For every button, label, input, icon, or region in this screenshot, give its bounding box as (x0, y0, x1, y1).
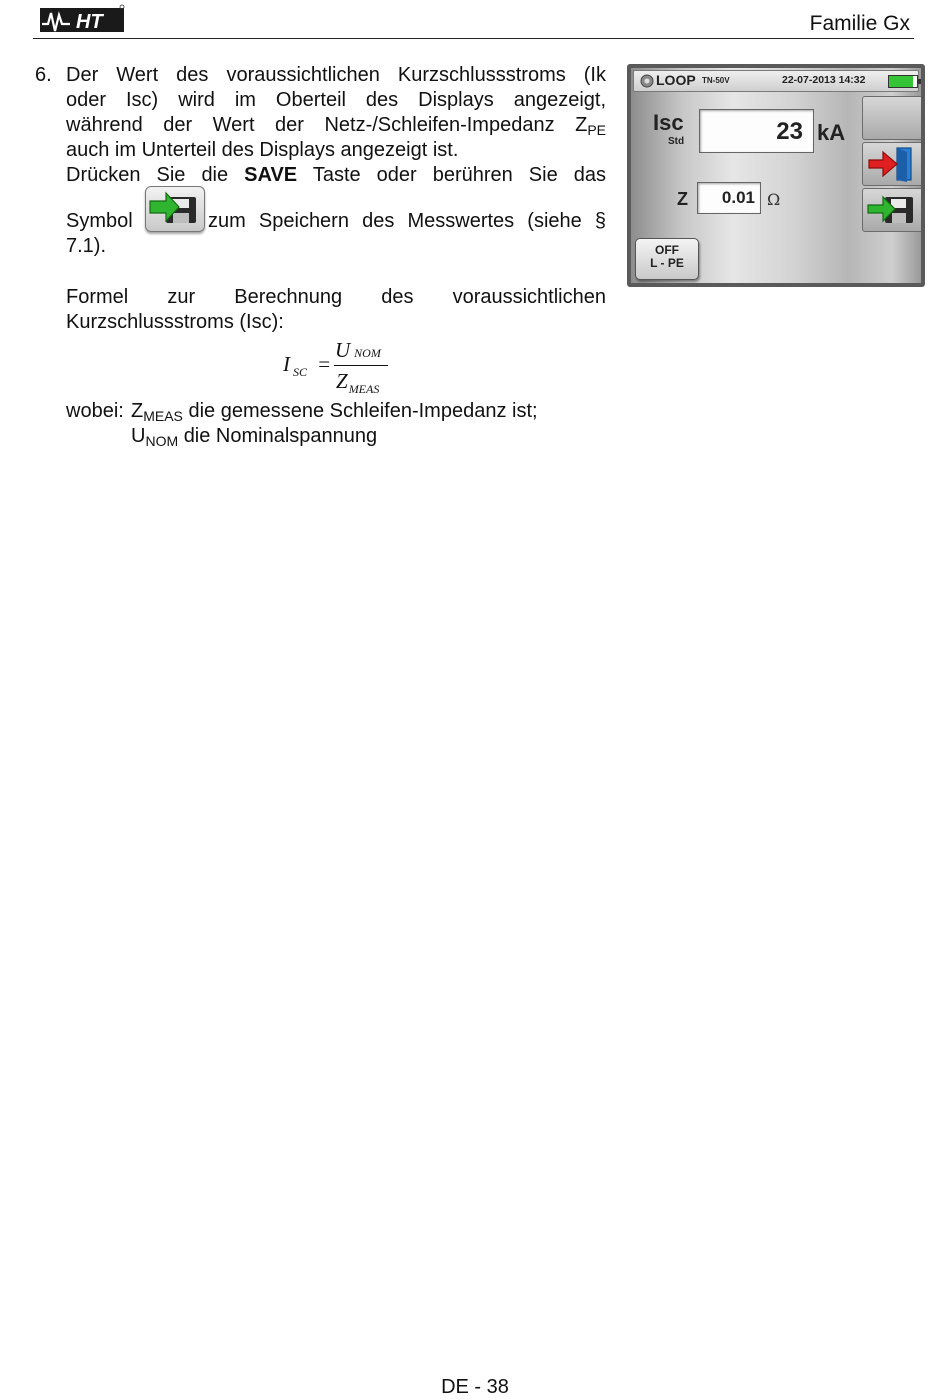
step-number: 6. (35, 64, 52, 86)
fraction-bar (334, 365, 388, 366)
step-text-part: Taste oder berühren Sie das (312, 164, 606, 186)
isc-label: Isc (653, 110, 684, 135)
save-button[interactable] (862, 188, 921, 232)
step-text-line: Der Wert des voraussichtlichen Kurzschlussstroms (Ik (66, 64, 606, 86)
off-label: OFF (655, 243, 679, 257)
save-icon (146, 187, 204, 231)
step-text-line: 7.1). (66, 235, 107, 257)
isc-unit: kA (817, 120, 846, 145)
denominator-var: Z (336, 369, 348, 393)
step-text-line: oder Isc) wird im Oberteil des Displays angezeigt, (66, 89, 606, 111)
exit-button[interactable] (862, 142, 921, 186)
device-screen (627, 64, 925, 287)
battery-fill (889, 76, 913, 87)
isc-value: 23 (776, 118, 803, 145)
formula-intro: Kurzschlussstroms (Isc): (66, 311, 284, 333)
isc-value-box (699, 109, 814, 153)
ht-logo (36, 4, 126, 34)
where-var: U (131, 425, 146, 447)
step-text-part: während der Wert der Netz-/Schleifen-Impedanz Z (66, 114, 588, 136)
where-text: die Nominalspannung (183, 425, 378, 447)
z-unit: Ω (767, 190, 781, 209)
z-value-box (697, 182, 761, 214)
formula-numerator (335, 338, 381, 363)
status-bar (633, 70, 919, 92)
formula-denominator (336, 369, 379, 394)
header-divider (33, 38, 914, 39)
exit-icon (863, 143, 921, 185)
formula-intro: Formel zur Berechnung des voraussichtlichen (66, 286, 606, 308)
z-value: 0.01 (721, 188, 755, 207)
formula-lhs (283, 352, 330, 377)
subscript-pe: PE (587, 122, 606, 138)
equals-sign: = (318, 352, 331, 376)
save-symbol-icon (145, 186, 205, 232)
battery-icon (888, 75, 918, 88)
step-text-line (66, 113, 606, 138)
save-key-label: SAVE (244, 164, 298, 186)
where-sub: NOM (145, 433, 179, 449)
where-text: die gemessene Schleifen-Impedanz ist; (188, 400, 538, 422)
where-var: Z (131, 400, 144, 422)
step-text-symbol: Symbol (66, 210, 133, 232)
ht-logo-icon (36, 4, 126, 34)
step-text-line: zum Speichern des Messwertes (siehe § (208, 210, 606, 232)
off-lpe-button[interactable] (635, 238, 699, 280)
logo-text: HT (76, 11, 103, 33)
where-line-2 (131, 424, 377, 449)
side-button-empty[interactable] (862, 96, 921, 140)
isc-sublabel: Std (668, 136, 685, 147)
numerator-sub: NOM (354, 346, 381, 360)
where-sub: MEAS (143, 408, 183, 424)
where-label: wobei: (66, 400, 124, 422)
step-text-part: Drücken Sie die (66, 164, 229, 186)
mode-label: LOOP (656, 72, 696, 88)
device-display (631, 68, 921, 283)
lhs-var: I (283, 352, 290, 376)
z-label: Z (677, 189, 688, 209)
page-number: DE - 38 (441, 1376, 509, 1398)
system-label: TN-50V (702, 76, 730, 85)
lpe-label: L - PE (650, 256, 684, 270)
step-text-line (66, 163, 606, 188)
tool-icon (640, 74, 654, 88)
denominator-sub: MEAS (348, 382, 380, 396)
where-line-1 (131, 399, 538, 424)
numerator-var: U (335, 338, 351, 362)
datetime-label: 22-07-2013 14:32 (782, 74, 866, 86)
lhs-sub: SC (293, 365, 308, 379)
save-icon (863, 189, 921, 231)
step-text-line: auch im Unterteil des Displays angezeigt ist. (66, 139, 459, 161)
document-family-title: Familie Gx (809, 12, 910, 35)
